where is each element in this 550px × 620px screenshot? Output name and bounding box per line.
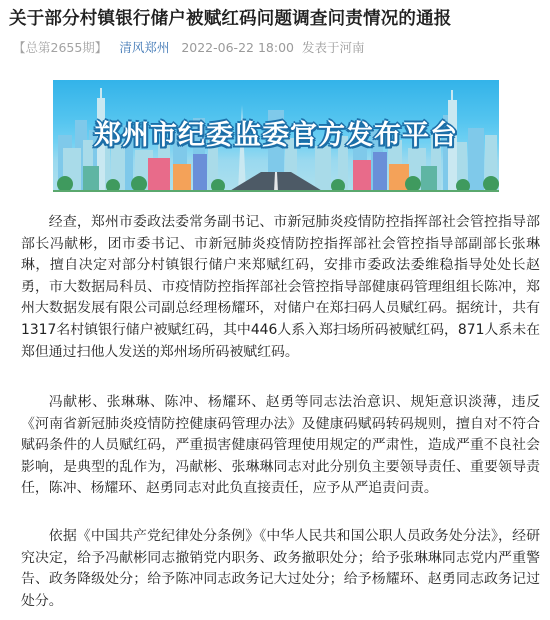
issue-number: 【总第2655期】	[13, 40, 108, 55]
publish-datetime: 2022-06-22 18:00	[181, 39, 294, 55]
article-meta	[13, 38, 364, 56]
publish-location: 发表于河南	[301, 40, 365, 55]
banner-title: 郑州市纪委监委官方发布平台	[94, 120, 458, 151]
paragraph-investigation: 经查，郑州市委政法委常务副书记、市新冠肺炎疫情防控指挥部社会管控指导部部长冯献彬，团市委书记、市新冠肺炎疫情防控指挥部社会管控指导部副部长张琳琳，擅自决定对部分村镇银行储户来郑赋红码，安排市委政法委维稳指导处处长赵勇，市大数据局科员、市疫情防控指挥部社会管控指导部健康码管理组组长陈冲，郑州大数据发展有限公司副总经理杨耀环，对储户在郑扫码人员赋红码。据统计，共有1317名村镇银行储户被赋红码，其中446人系入郑扫场所码被赋红码，871人系未在郑但通过扫他人发送的郑州场所码被赋红码。	[21, 214, 540, 360]
banner-image	[53, 80, 499, 192]
paragraph-responsibility: 冯献彬、张琳琳、陈冲、杨耀环、赵勇等同志法治意识、规矩意识淡薄，违反《河南省新冠肺炎疫情防控健康码管理办法》及健康码赋码转码规则，擅自对不符合赋码条件的人员赋红码，严重损害健康码管理使用规定的严肃性，造成严重不良社会影响，是典型的乱作为，冯献彬、张琳琳同志对此分别负主要领导责任、重要领导责任，陈冲、杨耀环、赵勇同志对此负直接责任，应予从严追责问责。	[21, 394, 540, 497]
article-title: 关于部分村镇银行储户被赋红码问题调查问责情况的通报	[9, 9, 452, 29]
paragraph-punishment: 依据《中国共产党纪律处分条例》《中华人民共和国公职人员政务处分法》，经研究决定，给予冯献彬同志撤销党内职务、政务撤职处分；给予张琳琳同志党内严重警告、政务降级处分；给予陈冲同志政务记大过处分；给予杨耀环、赵勇同志政务记过处分。	[21, 528, 540, 609]
account-name-link[interactable]: 清风郑州	[119, 40, 170, 55]
